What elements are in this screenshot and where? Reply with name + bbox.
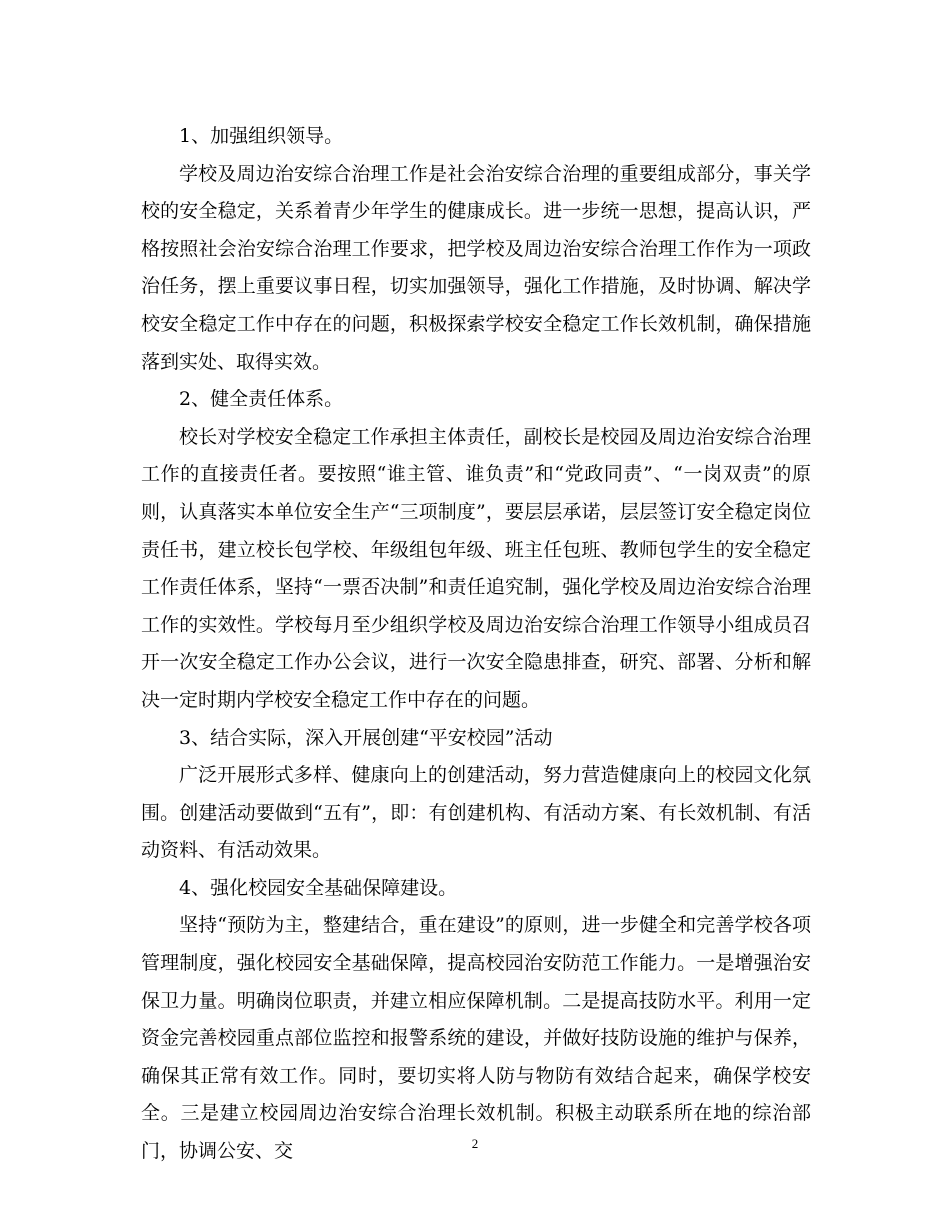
section-2-heading: 2、健全责任体系。 <box>179 388 344 411</box>
page-number: 2 <box>471 1136 479 1151</box>
section-4-heading: 4、强化校园安全基础保障建设。 <box>179 876 458 899</box>
section-2-body: 校长对学校安全稳定工作承担主体责任，副校长是校园及周边治安综合治理工作的直接责任者。要按照“谁主管、谁负责”和“党政同责”、“一岗双责”的原则，认真落实本单位安全生产“三项制度”，要层层承诺，层层签订安全稳定岗位责任书，建立校长包学校、年级组包年级、班主任包班、教师包学生的安全稳定工作责任体系，坚持“一票否决制”和责任追究制，强化学校及周边治安综合治理工作的实效性。学校每月至少组织学校及周边治安综合治理工作领导小组成员召开一次安全稳定工作办公会议，进行一次安全隐患排查，研究、部署、分析和解决一定时期内学校安全稳定工作中存在的问题。 <box>141 425 811 711</box>
section-4-body: 坚持“预防为主，整建结合，重在建设”的原则，进一步健全和完善学校各项管理制度，强化校园安全基础保障，提高校园治安防范工作能力。一是增强治安保卫力量。明确岗位职责，并建立相应保障机制。二是提高技防水平。利用一定资金完善校园重点部位监控和报警系统的建设，并做好技防设施的维护与保养，确保其正常有效工作。同时，要切实将人防与物防有效结合起来，确保学校安全。三是建立校园周边治安综合治理长效机制。积极主动联系所在地的综治部门，协调公安、交 <box>141 914 811 1163</box>
section-3-heading: 3、结合实际，深入开展创建“平安校园”活动 <box>179 726 553 749</box>
section-1-heading: 1、加强组织领导。 <box>179 125 344 147</box>
document-page <box>141 118 811 1171</box>
section-1-body: 学校及周边治安综合治理工作是社会治安综合治理的重要组成部分，事关学校的安全稳定，关系着青少年学生的健康成长。进一步统一思想，提高认识，严格按照社会治安综合治理工作要求，把学校及周边治安综合治理工作作为一项政治任务，摆上重要议事日程，切实加强领导，强化工作措施，及时协调、解决学校安全稳定工作中存在的问题，积极探索学校安全稳定工作长效机制，确保措施落到实处、取得实效。 <box>141 162 811 373</box>
section-3-body: 广泛开展形式多样、健康向上的创建活动，努力营造健康向上的校园文化氛围。创建活动要做到“五有”，即：有创建机构、有活动方案、有长效机制、有活动资料、有活动效果。 <box>141 764 811 862</box>
